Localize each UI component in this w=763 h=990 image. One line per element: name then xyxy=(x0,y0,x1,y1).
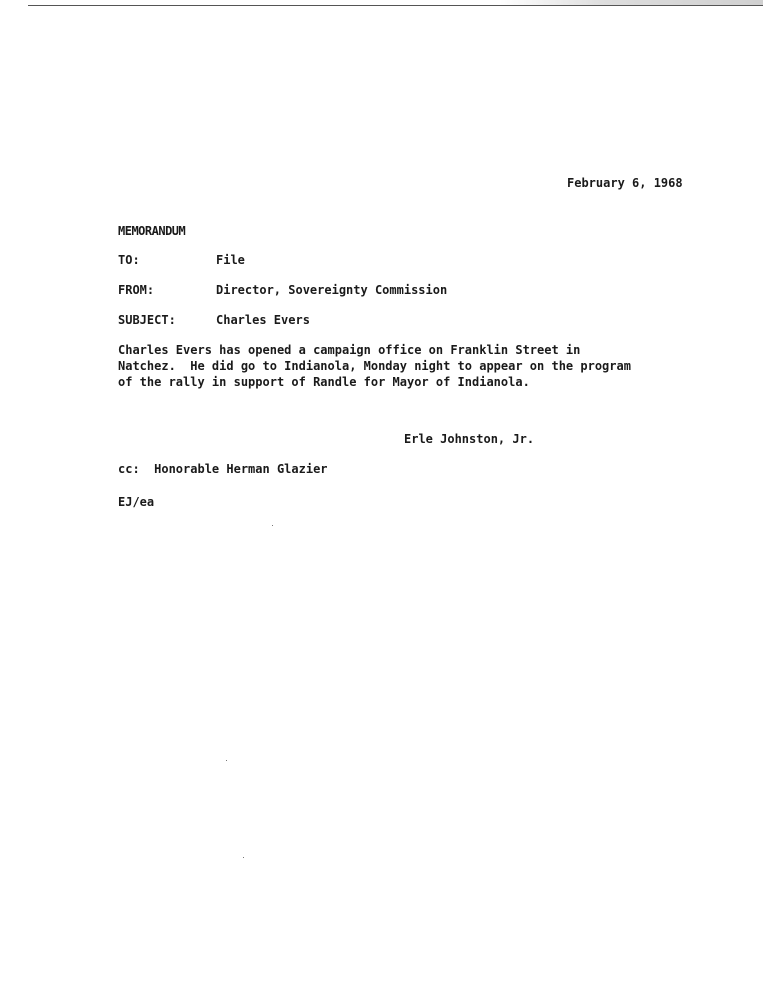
scan-speck xyxy=(272,525,273,526)
memo-body-line: Natchez. He did go to Indianola, Monday night to appear on the program xyxy=(118,359,631,373)
memo-date: February 6, 1968 xyxy=(567,176,683,190)
memo-body xyxy=(118,342,678,390)
scan-speck xyxy=(226,760,227,761)
subject-label: SUBJECT: xyxy=(118,313,176,327)
typist-initials: EJ/ea xyxy=(118,495,155,509)
to-value: File xyxy=(216,253,245,267)
signature: Erle Johnston, Jr. xyxy=(404,432,535,446)
from-value: Director, Sovereignty Commission xyxy=(216,283,448,297)
cc-line: cc: Honorable Herman Glazier xyxy=(118,462,328,476)
subject-value: Charles Evers xyxy=(216,313,310,327)
to-label: TO: xyxy=(118,253,140,267)
memo-body-line: Charles Evers has opened a campaign office on Franklin Street in xyxy=(118,343,581,357)
memo-heading: MEMORANDUM xyxy=(118,224,186,238)
memo-body-line: of the rally in support of Randle for Mayor of Indianola. xyxy=(118,375,530,389)
from-label: FROM: xyxy=(118,283,155,297)
scan-speck xyxy=(243,857,244,858)
top-edge-rule xyxy=(28,5,763,6)
